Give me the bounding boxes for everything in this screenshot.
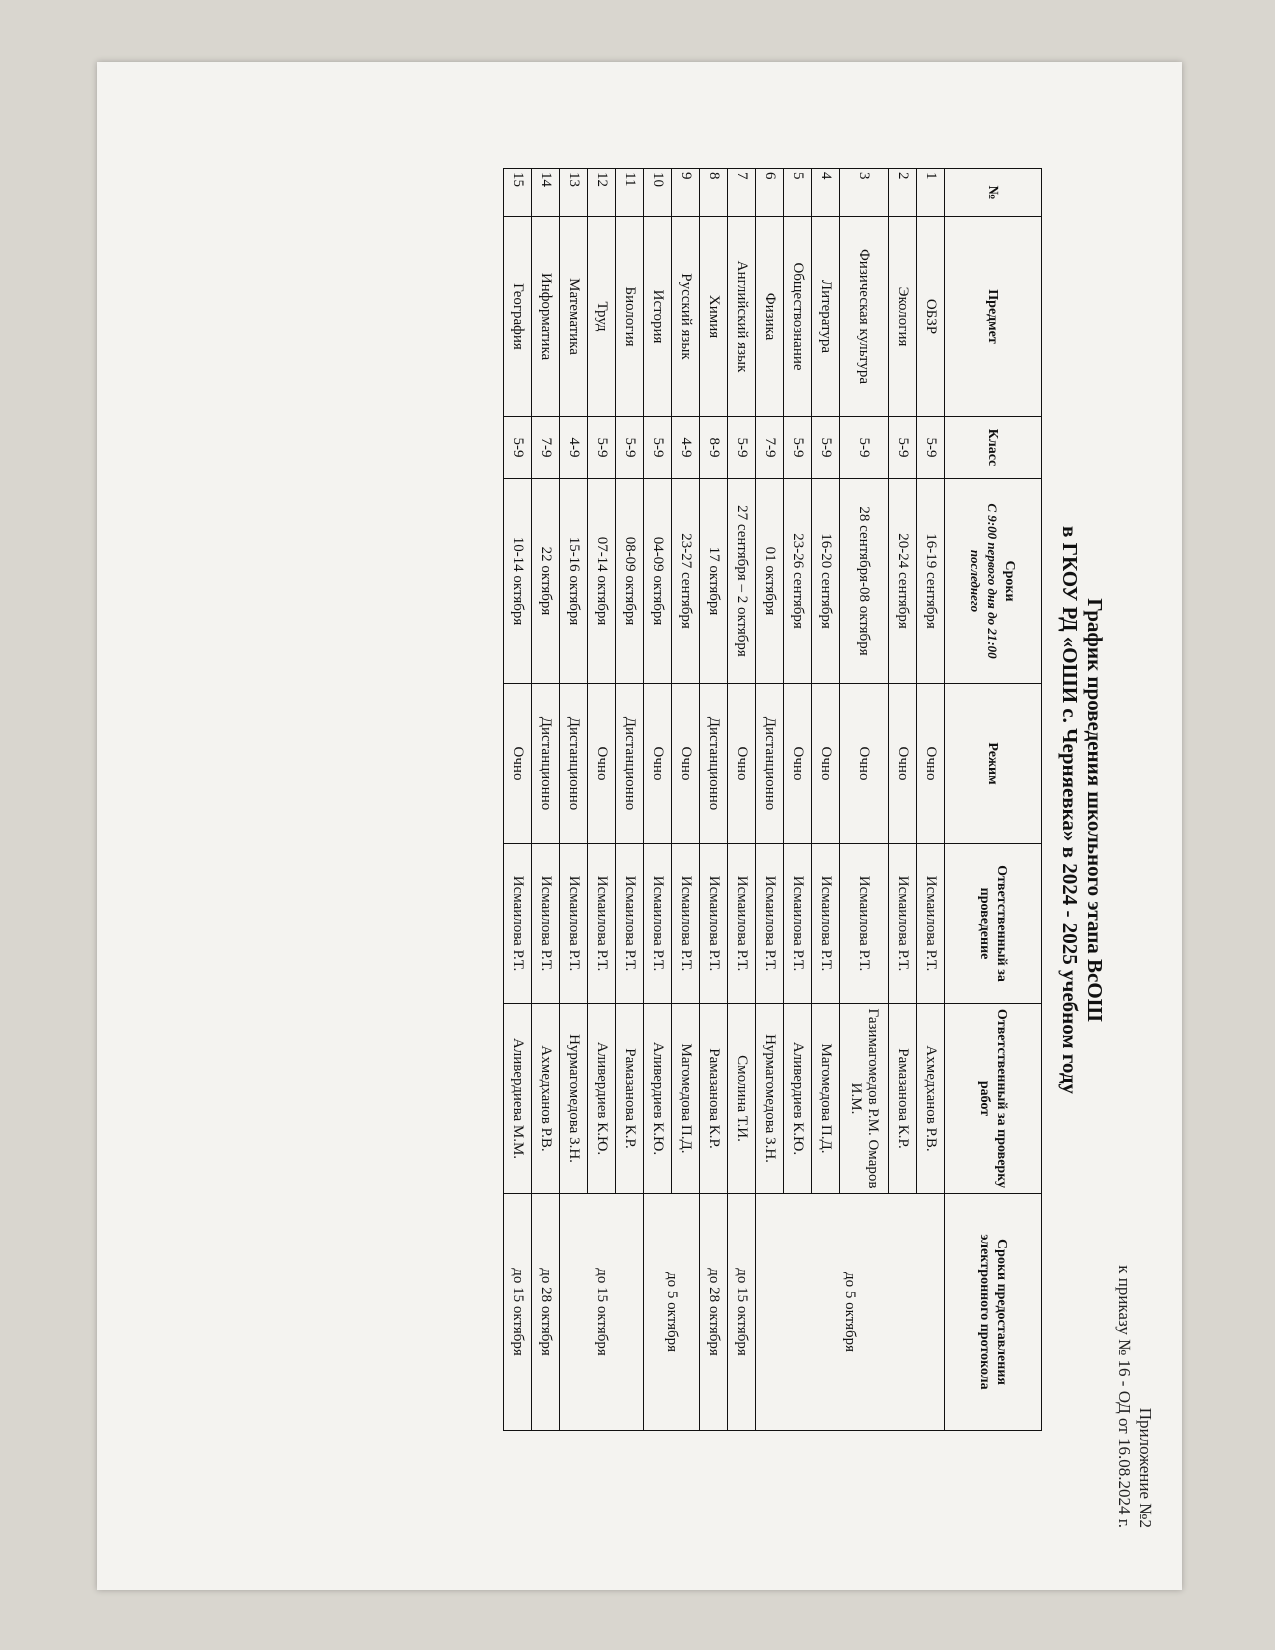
row-grade: 5-9 (917, 417, 945, 479)
row-subject: ОБЗР (917, 217, 945, 417)
row-num: 13 (560, 169, 588, 217)
table-row (672, 169, 700, 1431)
header-checker: Ответственный за проверку работ (945, 1004, 1042, 1194)
row-dates: 15-16 октября (560, 479, 588, 684)
row-dates: 10-14 октября (504, 479, 532, 684)
row-dates: 28 сентября-08 октября (840, 479, 889, 684)
rotated-content (102, 70, 1162, 1550)
header-dates-label: Сроки (1002, 560, 1018, 602)
row-responsible: Исмаилова Р.Т. (889, 844, 917, 1004)
row-grade: 5-9 (588, 417, 616, 479)
row-grade: 5-9 (504, 417, 532, 479)
row-num: 4 (812, 169, 840, 217)
row-mode: Очно (504, 684, 532, 844)
row-checker: Аливердиев К.Ю. (588, 1004, 616, 1194)
row-subject: Математика (560, 217, 588, 417)
row-num: 3 (840, 169, 889, 217)
row-responsible: Исмаилова Р.Т. (672, 844, 700, 1004)
page-title (1057, 70, 1107, 1550)
row-responsible: Исмаилова Р.Т. (700, 844, 728, 1004)
row-mode: Дистанционно (756, 684, 784, 844)
row-dates: 07-14 октября (588, 479, 616, 684)
row-checker: Аливердиева М.М. (504, 1004, 532, 1194)
row-responsible: Исмаилова Р.Т. (588, 844, 616, 1004)
row-num: 6 (756, 169, 784, 217)
row-checker: Газимагомедов Р.М. Омаров И.М. (840, 1004, 889, 1194)
row-dates: 22 октября (532, 479, 560, 684)
row-responsible: Исмаилова Р.Т. (560, 844, 588, 1004)
row-num: 5 (784, 169, 812, 217)
row-dates: 16-20 сентября (812, 479, 840, 684)
title-line-2: в ГКОУ РД «ОШИ с. Черняевка» в 2024 - 2025 учебном году (1058, 526, 1082, 1094)
row-mode: Очно (672, 684, 700, 844)
row-dates: 04-09 октября (644, 479, 672, 684)
row-subject: Английский язык (728, 217, 756, 417)
row-checker: Рамазанова К.Р. (889, 1004, 917, 1194)
table-row (504, 169, 532, 1431)
row-grade: 7-9 (532, 417, 560, 479)
row-protocol-deadline: до 5 октября (644, 1194, 700, 1431)
row-grade: 5-9 (616, 417, 644, 479)
table-row (917, 169, 945, 1431)
row-num: 2 (889, 169, 917, 217)
row-responsible: Исмаилова Р.Т. (728, 844, 756, 1004)
row-mode: Очно (588, 684, 616, 844)
row-grade: 8-9 (700, 417, 728, 479)
row-grade: 5-9 (784, 417, 812, 479)
row-responsible: Исмаилова Р.Т. (504, 844, 532, 1004)
row-grade: 7-9 (756, 417, 784, 479)
document-page (97, 62, 1182, 1590)
row-subject: Обществознание (784, 217, 812, 417)
row-checker: Рамазанова К.Р. (616, 1004, 644, 1194)
row-num: 12 (588, 169, 616, 217)
row-mode: Очно (644, 684, 672, 844)
row-mode: Дистанционно (560, 684, 588, 844)
row-subject: Физика (756, 217, 784, 417)
row-mode: Очно (889, 684, 917, 844)
header-dates-note: С 9:00 первого дня до 21:00 последнего (968, 503, 1001, 659)
row-mode: Очно (728, 684, 756, 844)
header-protocol: Сроки предоставления электронного протокола (945, 1194, 1042, 1431)
table-row (700, 169, 728, 1431)
olympiad-schedule-table (503, 168, 1042, 1431)
row-protocol-deadline: до 15 октября (728, 1194, 756, 1431)
row-grade: 5-9 (840, 417, 889, 479)
row-protocol-deadline: до 28 октября (700, 1194, 728, 1431)
header-subject: Предмет (945, 217, 1042, 417)
row-subject: Биология (616, 217, 644, 417)
row-subject: Русский язык (672, 217, 700, 417)
row-checker: Аливердиев К.Ю. (644, 1004, 672, 1194)
row-num: 14 (532, 169, 560, 217)
row-dates: 27 сентября – 2 октября (728, 479, 756, 684)
row-responsible: Исмаилова Р.Т. (756, 844, 784, 1004)
row-protocol-deadline: до 15 октября (560, 1194, 644, 1431)
row-checker: Магомедова П.Д. (812, 1004, 840, 1194)
row-dates: 08-09 октября (616, 479, 644, 684)
row-num: 8 (700, 169, 728, 217)
row-num: 9 (672, 169, 700, 217)
row-grade: 5-9 (889, 417, 917, 479)
header-responsible: Ответственный за проведение (945, 844, 1042, 1004)
row-num: 7 (728, 169, 756, 217)
table-row (616, 169, 644, 1431)
row-subject: Физическая культура (840, 217, 889, 417)
title-line-1: График проведения школьного этапа ВсОШ (1083, 598, 1107, 1022)
row-dates: 23-26 сентября (784, 479, 812, 684)
row-responsible: Исмаилова Р.Т. (644, 844, 672, 1004)
row-mode: Дистанционно (532, 684, 560, 844)
row-grade: 5-9 (812, 417, 840, 479)
row-checker: Нурмагомедова З.Н. (756, 1004, 784, 1194)
row-responsible: Исмаилова Р.Т. (840, 844, 889, 1004)
header-dates (945, 479, 1042, 684)
row-subject: Литература (812, 217, 840, 417)
row-checker: Магомедова П.Д. (672, 1004, 700, 1194)
row-grade: 4-9 (560, 417, 588, 479)
row-num: 10 (644, 169, 672, 217)
table-row (532, 169, 560, 1431)
row-dates: 17 октября (700, 479, 728, 684)
row-subject: Экология (889, 217, 917, 417)
row-checker: Ахмедханов Р.В. (532, 1004, 560, 1194)
row-responsible: Исмаилова Р.Т. (532, 844, 560, 1004)
row-mode: Очно (812, 684, 840, 844)
row-subject: История (644, 217, 672, 417)
row-grade: 5-9 (728, 417, 756, 479)
row-checker: Рамазанова К.Р. (700, 1004, 728, 1194)
row-num: 11 (616, 169, 644, 217)
row-subject: Труд (588, 217, 616, 417)
table-header-row (945, 169, 1042, 1431)
row-mode: Очно (840, 684, 889, 844)
row-protocol-deadline: до 5 октября (756, 1194, 945, 1431)
row-protocol-deadline: до 15 октября (504, 1194, 532, 1431)
row-responsible: Исмаилова Р.Т. (812, 844, 840, 1004)
row-mode: Дистанционно (700, 684, 728, 844)
row-responsible: Исмаилова Р.Т. (917, 844, 945, 1004)
row-subject: Информатика (532, 217, 560, 417)
row-checker: Нурмагомедова З.Н. (560, 1004, 588, 1194)
header-mode: Режим (945, 684, 1042, 844)
row-responsible: Исмаилова Р.Т. (616, 844, 644, 1004)
row-dates: 23-27 сентября (672, 479, 700, 684)
row-responsible: Исмаилова Р.Т. (784, 844, 812, 1004)
appendix-reference (1114, 1265, 1156, 1528)
row-grade: 5-9 (644, 417, 672, 479)
row-subject: Химия (700, 217, 728, 417)
row-mode: Очно (784, 684, 812, 844)
header-grade: Класс (945, 417, 1042, 479)
row-protocol-deadline: до 28 октября (532, 1194, 560, 1431)
table-row (728, 169, 756, 1431)
row-num: 1 (917, 169, 945, 217)
appendix-number: Приложение №2 (1136, 1407, 1155, 1528)
row-checker: Смолина Т.И. (728, 1004, 756, 1194)
row-checker: Аливердиев К.Ю. (784, 1004, 812, 1194)
row-mode: Очно (917, 684, 945, 844)
row-checker: Ахмедханов Р.В. (917, 1004, 945, 1194)
row-num: 15 (504, 169, 532, 217)
header-num: № (945, 169, 1042, 217)
order-reference: к приказу № 16 - ОД от 16.08.2024 г. (1115, 1265, 1134, 1528)
row-subject: География (504, 217, 532, 417)
row-dates: 01 октября (756, 479, 784, 684)
row-grade: 4-9 (672, 417, 700, 479)
row-mode: Дистанционно (616, 684, 644, 844)
row-dates: 20-24 сентября (889, 479, 917, 684)
row-dates: 16-19 сентября (917, 479, 945, 684)
